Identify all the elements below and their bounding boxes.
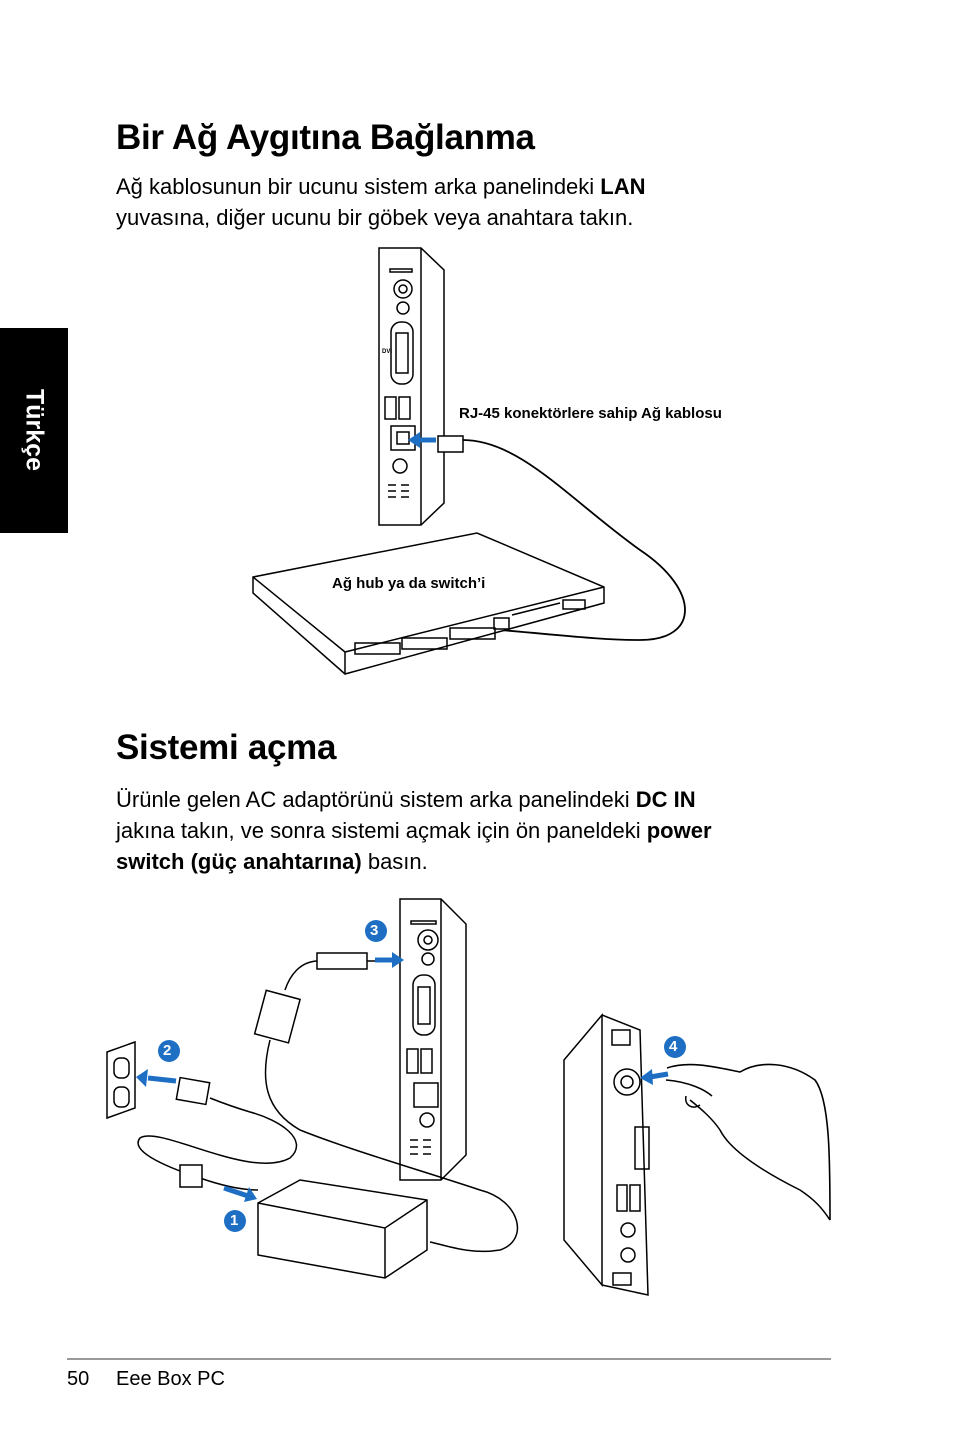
power-bold-power: power: [646, 818, 712, 843]
ac-adapter: [258, 1180, 427, 1278]
page-number: 50: [67, 1368, 90, 1390]
network-bold-lan: LAN: [600, 174, 646, 199]
step-3-label: 3: [370, 922, 379, 939]
dvi-port-label: DVI: [382, 349, 393, 355]
step-1-label: 1: [230, 1212, 239, 1229]
pc-back-panel-2: [400, 899, 466, 1180]
power-bold-dcin: DC IN: [635, 787, 696, 812]
wall-outlet: [107, 1042, 135, 1118]
language-tab-label: Türkçe: [20, 389, 49, 471]
footer-divider: [67, 1358, 831, 1360]
power-text-c: basın.: [361, 849, 428, 874]
network-text-b: yuvasına, diğer ucunu bir göbek veya anahtara takın.: [116, 205, 634, 230]
hub-label: Ağ hub ya da switch’i: [332, 575, 486, 592]
section-title-network: Bir Ağ Aygıtına Bağlanma: [116, 118, 535, 157]
network-text-a: Ağ kablosunun bir ucunu sistem arka panelindeki: [116, 174, 601, 199]
section-title-power: Sistemi açma: [116, 728, 337, 767]
power-bold-switch: switch (güç anahtarına): [116, 849, 362, 874]
step-2-label: 2: [163, 1042, 172, 1059]
step-4-label: 4: [669, 1038, 678, 1055]
pc-front-panel: [564, 1015, 649, 1295]
power-text-b: jakına takın, ve sonra sistemi açmak için ön paneldeki: [116, 818, 647, 843]
footer-product: Eee Box PC: [116, 1368, 225, 1390]
power-text-a: Ürünle gelen AC adaptörünü sistem arka panelindeki: [116, 787, 636, 812]
cable-label: RJ-45 konektörlere sahip Ağ kablosu: [459, 405, 722, 422]
